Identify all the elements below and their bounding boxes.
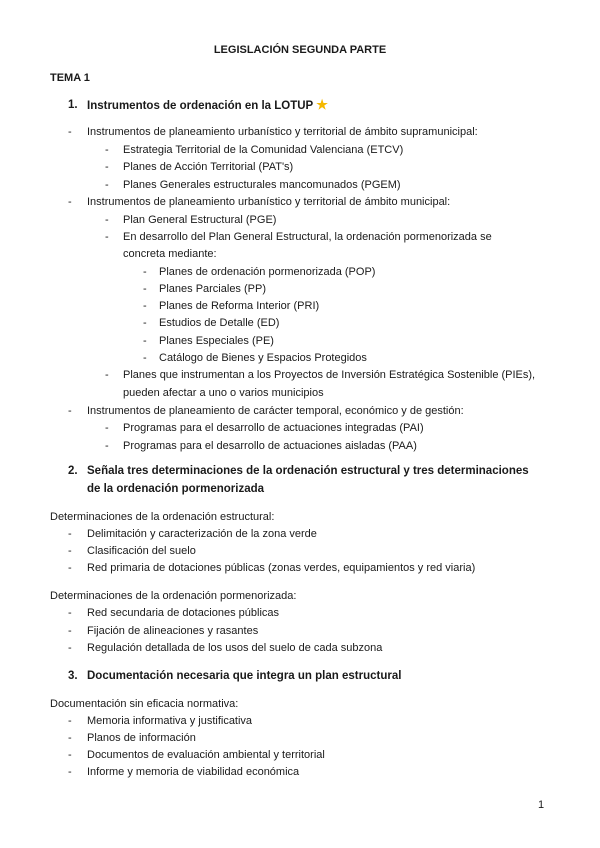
bullet-dash: - xyxy=(105,231,109,243)
bullet-dash: - xyxy=(105,369,109,381)
bullet-dash: - xyxy=(105,214,109,226)
bullet-dash: - xyxy=(143,335,147,347)
bullet-dash: - xyxy=(68,545,72,557)
bullet-dash: - xyxy=(68,732,72,744)
bullet-dash: - xyxy=(105,179,109,191)
list-item: Instrumentos de planeamiento urbanístico y territorial de ámbito municipal: xyxy=(87,196,451,208)
section-heading: TEMA 1 xyxy=(50,72,90,84)
bullet-dash: - xyxy=(68,196,72,208)
bullet-dash: - xyxy=(143,317,147,329)
bullet-dash: - xyxy=(143,283,147,295)
list-item: Planes de Reforma Interior (PRI) xyxy=(159,300,320,312)
question-heading xyxy=(87,97,328,114)
bullet-dash: - xyxy=(68,126,72,138)
bullet-dash: - xyxy=(68,405,72,417)
bullet-dash: - xyxy=(105,440,109,452)
bullet-dash: - xyxy=(68,715,72,727)
question-number: 3. xyxy=(68,670,78,682)
list-item: Red primaria de dotaciones públicas (zonas verdes, equipamientos y red viaria) xyxy=(87,562,476,574)
bullet-dash: - xyxy=(68,625,72,637)
list-item: Planes Generales estructurales mancomunados (PGEM) xyxy=(123,179,401,191)
list-item: Programas para el desarrollo de actuaciones aisladas (PAA) xyxy=(123,440,417,452)
list-item: Planes de Acción Territorial (PAT's) xyxy=(123,161,294,173)
list-item: Planos de información xyxy=(87,732,196,744)
document-title: LEGISLACIÓN SEGUNDA PARTE xyxy=(213,44,387,56)
list-item: Regulación detallada de los usos del suelo de cada subzona xyxy=(87,642,383,654)
list-item: Fijación de alineaciones y rasantes xyxy=(87,625,259,637)
list-item-continuation: concreta mediante: xyxy=(123,248,217,260)
paragraph-label: Determinaciones de la ordenación estructural: xyxy=(50,511,275,523)
bullet-dash: - xyxy=(143,352,147,364)
list-item: Catálogo de Bienes y Espacios Protegidos xyxy=(159,352,367,364)
list-item: En desarrollo del Plan General Estructural, la ordenación pormenorizada se xyxy=(123,231,492,243)
list-item: Planes Especiales (PE) xyxy=(159,335,274,347)
question-number: 2. xyxy=(68,465,78,477)
list-item: Planes que instrumentan a los Proyectos de Inversión Estratégica Sostenible (PIEs), xyxy=(123,369,536,381)
list-item: Estrategia Territorial de la Comunidad Valenciana (ETCV) xyxy=(123,144,404,156)
list-item: Planes de ordenación pormenorizada (POP) xyxy=(159,266,376,278)
bullet-dash: - xyxy=(68,749,72,761)
bullet-dash: - xyxy=(105,422,109,434)
question-heading: Señala tres determinaciones de la ordenación estructural y tres determinaciones xyxy=(87,465,529,477)
list-item: Instrumentos de planeamiento urbanístico y territorial de ámbito supramunicipal: xyxy=(87,126,478,138)
paragraph-label: Determinaciones de la ordenación pormenorizada: xyxy=(50,590,297,602)
list-item: Instrumentos de planeamiento de carácter temporal, económico y de gestión: xyxy=(87,405,464,417)
list-item: Plan General Estructural (PGE) xyxy=(123,214,277,226)
bullet-dash: - xyxy=(143,266,147,278)
bullet-dash: - xyxy=(105,161,109,173)
list-item: Documentos de evaluación ambiental y territorial xyxy=(87,749,325,761)
question-number: 1. xyxy=(68,99,78,111)
question-heading-continuation: de la ordenación pormenorizada xyxy=(87,483,265,495)
list-item: Delimitación y caracterización de la zona verde xyxy=(87,528,317,540)
bullet-dash: - xyxy=(68,562,72,574)
list-item-continuation: pueden afectar a uno o varios municipios xyxy=(123,387,324,399)
paragraph-label: Documentación sin eficacia normativa: xyxy=(50,698,239,710)
list-item: Informe y memoria de viabilidad económica xyxy=(87,766,300,778)
star-icon: ★ xyxy=(316,97,328,112)
list-item: Programas para el desarrollo de actuaciones integradas (PAI) xyxy=(123,422,424,434)
bullet-dash: - xyxy=(68,528,72,540)
bullet-dash: - xyxy=(68,607,72,619)
list-item: Planes Parciales (PP) xyxy=(159,283,266,295)
bullet-dash: - xyxy=(105,144,109,156)
list-item: Memoria informativa y justificativa xyxy=(87,715,253,727)
page-number: 1 xyxy=(538,799,545,811)
bullet-dash: - xyxy=(68,642,72,654)
bullet-dash: - xyxy=(68,766,72,778)
question-text: Instrumentos de ordenación en la LOTUP xyxy=(87,100,313,112)
list-item: Red secundaria de dotaciones públicas xyxy=(87,607,280,619)
bullet-dash: - xyxy=(143,300,147,312)
list-item: Clasificación del suelo xyxy=(87,545,196,557)
question-heading: Documentación necesaria que integra un plan estructural xyxy=(87,670,402,682)
list-item: Estudios de Detalle (ED) xyxy=(159,317,280,329)
